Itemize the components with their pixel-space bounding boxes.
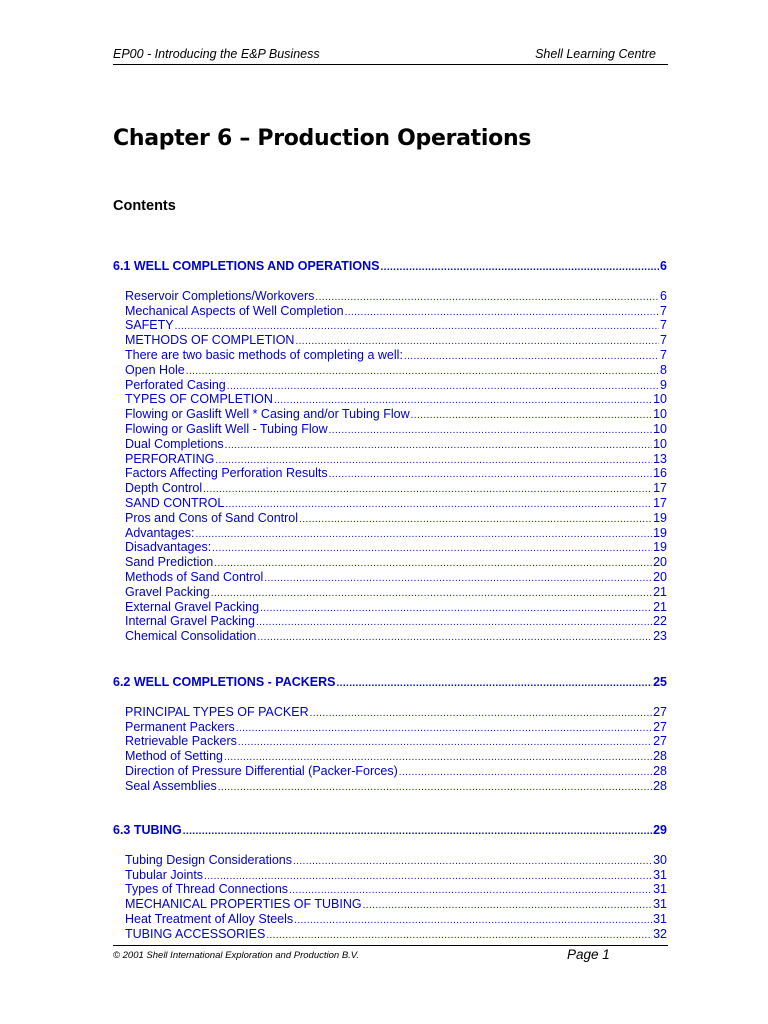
toc-page-number: 19 [653, 510, 667, 525]
toc-page-number: 22 [653, 614, 667, 629]
toc-page-number: 9 [660, 377, 667, 392]
toc-entry[interactable] [113, 720, 667, 735]
toc-entry-label: Depth Control [125, 481, 203, 496]
toc-entry-label: Mechanical Aspects of Well Completion [125, 303, 344, 318]
header-organization: Shell Learning Centre [535, 47, 656, 61]
toc-entry-label: Perforated Casing [125, 377, 226, 392]
toc-entry-label: Seal Assemblies [125, 778, 217, 793]
toc-entry[interactable] [113, 570, 667, 585]
toc-page-number: 25 [653, 675, 667, 689]
header-course-title: EP00 - Introducing the E&P Business [113, 47, 320, 61]
toc-page-number: 20 [653, 555, 667, 570]
toc-leader-dots [211, 587, 652, 602]
toc-entry-label: TYPES OF COMPLETION [125, 392, 273, 407]
toc-entry-label: Gravel Packing [125, 584, 210, 599]
toc-page-number: 31 [653, 882, 667, 897]
toc-page-number: 19 [653, 540, 667, 555]
toc-entry-label: Sand Prediction [125, 555, 214, 570]
page-footer [113, 945, 668, 974]
toc-entry-label: SAFETY [125, 318, 174, 333]
toc-entry-label: There are two basic methods of completing a well: [125, 347, 403, 362]
toc-page-number: 27 [653, 734, 667, 749]
toc-entry-label: Tubing Design Considerations [125, 852, 292, 867]
toc-leader-dots [257, 631, 652, 646]
toc-page-number: 27 [653, 704, 667, 719]
toc-page-number: 28 [653, 749, 667, 764]
toc-entry[interactable] [113, 511, 667, 526]
toc-entry-label: TUBING ACCESSORIES [125, 926, 266, 941]
toc-page-number: 23 [653, 629, 667, 644]
toc-entry-label: Disadvantages: [125, 540, 212, 555]
toc-leader-dots [227, 380, 659, 395]
toc-section-heading[interactable] [113, 675, 667, 690]
toc-entry[interactable] [113, 481, 667, 496]
toc-entry[interactable] [113, 304, 667, 319]
toc-entry[interactable] [113, 422, 667, 437]
toc-page-number: 17 [653, 481, 667, 496]
toc-entry-label: Heat Treatment of Alloy Steels [125, 911, 294, 926]
toc-page-number: 20 [653, 569, 667, 584]
toc-entry[interactable] [113, 882, 667, 897]
toc-entry[interactable] [113, 318, 667, 333]
toc-entry-label: Flowing or Gaslift Well - Tubing Flow [125, 421, 328, 436]
toc-entry[interactable] [113, 407, 667, 422]
toc-page-number: 19 [653, 525, 667, 540]
toc-section-heading[interactable] [113, 823, 667, 838]
toc-entry[interactable] [113, 437, 667, 452]
toc-entry[interactable] [113, 289, 667, 304]
toc-leader-dots [183, 825, 652, 840]
toc-entry-label: Chemical Consolidation [125, 629, 257, 644]
toc-entry-label: Reservoir Completions/Workovers [125, 288, 315, 303]
footer-copyright: © 2001 Shell International Exploration and Production B.V. [113, 950, 360, 961]
toc-leader-dots [196, 528, 653, 543]
toc-entry-label: MECHANICAL PROPERTIES OF TUBING [125, 897, 362, 912]
toc-entry[interactable] [113, 348, 667, 363]
toc-leader-dots [266, 929, 652, 944]
toc-page-number: 7 [660, 303, 667, 318]
toc-leader-dots [225, 439, 652, 454]
toc-leader-dots [293, 855, 652, 870]
toc-entry-label: Permanent Packers [125, 719, 235, 734]
toc-leader-dots [380, 261, 659, 276]
toc-page-number: 32 [653, 926, 667, 941]
toc-entry-label: Flowing or Gaslift Well * Casing and/or Tubing Flow [125, 407, 410, 422]
toc-entry-label: Internal Gravel Packing [125, 614, 255, 629]
toc-page-number: 30 [653, 852, 667, 867]
toc-section-title: 6.1 WELL COMPLETIONS AND OPERATIONS [113, 259, 380, 273]
toc-leader-dots [299, 513, 652, 528]
toc-section-title: 6.2 WELL COMPLETIONS - PACKERS [113, 675, 336, 689]
toc-page-number: 10 [653, 407, 667, 422]
toc-section-title: 6.3 TUBING [113, 823, 182, 837]
toc-entry[interactable] [113, 853, 667, 868]
toc-page-number: 21 [653, 584, 667, 599]
toc-page-number: 10 [653, 421, 667, 436]
toc-entry[interactable] [113, 629, 667, 644]
toc-page-number: 16 [653, 466, 667, 481]
toc-page-number: 17 [653, 495, 667, 510]
toc-entry-label: Tubular Joints [125, 867, 204, 882]
toc-page-number: 8 [660, 362, 667, 377]
footer-page-number: Page 1 [567, 947, 610, 962]
toc-page-number: 10 [653, 436, 667, 451]
toc-entry[interactable] [113, 378, 667, 393]
toc-entry-label: PRINCIPAL TYPES OF PACKER [125, 704, 309, 719]
toc-leader-dots [411, 409, 652, 424]
toc-section-6-2 [113, 675, 667, 794]
contents-heading: Contents [113, 198, 176, 214]
toc-entry[interactable] [113, 734, 667, 749]
toc-page-number: 10 [653, 392, 667, 407]
toc-page-number: 21 [653, 599, 667, 614]
toc-section-heading[interactable] [113, 259, 667, 274]
toc-entry[interactable] [113, 764, 667, 779]
toc-leader-dots [336, 677, 652, 692]
toc-leader-dots [329, 468, 652, 483]
toc-entry-label: Pros and Cons of Sand Control [125, 510, 299, 525]
toc-leader-dots [236, 722, 652, 737]
toc-entry[interactable] [113, 600, 667, 615]
toc-page-number: 31 [653, 911, 667, 926]
toc-entry[interactable] [113, 705, 667, 720]
toc-entry-label: SAND CONTROL [125, 495, 225, 510]
toc-entry-label: Retrievable Packers [125, 734, 237, 749]
toc-entry[interactable] [113, 749, 667, 764]
toc-page-number: 6 [660, 259, 667, 273]
toc-leader-dots [260, 602, 652, 617]
toc-leader-dots [363, 899, 652, 914]
toc-entry[interactable] [113, 363, 667, 378]
toc-page-number: 13 [653, 451, 667, 466]
toc-page-number: 31 [653, 867, 667, 882]
toc-entry[interactable] [113, 927, 667, 942]
toc-leader-dots [310, 707, 652, 722]
toc-leader-dots [214, 557, 652, 572]
toc-entry[interactable] [113, 452, 667, 467]
toc-leader-dots [203, 483, 652, 498]
toc-entry[interactable] [113, 392, 667, 407]
toc-entry[interactable] [113, 466, 667, 481]
toc-entry-label: Advantages: [125, 525, 195, 540]
toc-entry[interactable] [113, 540, 667, 555]
toc-entry[interactable] [113, 897, 667, 912]
toc-page-number: 6 [660, 288, 667, 303]
toc-entry-label: Factors Affecting Perforation Results [125, 466, 328, 481]
toc-leader-dots [256, 616, 652, 631]
toc-leader-dots [404, 350, 659, 365]
toc-entry-label: Methods of Sand Control [125, 569, 264, 584]
chapter-title: Chapter 6 – Production Operations [113, 126, 532, 151]
toc-entry[interactable] [113, 614, 667, 629]
toc-entry-label: Open Hole [125, 362, 185, 377]
toc-section-6-3 [113, 823, 667, 942]
toc-entry[interactable] [113, 868, 667, 883]
toc-entry-label: PERFORATING [125, 451, 215, 466]
toc-entry[interactable] [113, 496, 667, 511]
toc-entry[interactable] [113, 585, 667, 600]
toc-leader-dots [345, 306, 659, 321]
toc-entry-label: Dual Completions [125, 436, 224, 451]
toc-page-number: 29 [653, 823, 667, 837]
toc-leader-dots [399, 766, 652, 781]
toc-leader-dots [212, 542, 652, 557]
toc-entry-label: External Gravel Packing [125, 599, 260, 614]
toc-entry[interactable] [113, 526, 667, 541]
toc-leader-dots [186, 365, 659, 380]
toc-entry-label: Types of Thread Connections [125, 882, 289, 897]
toc-page-number: 31 [653, 897, 667, 912]
toc-leader-dots [294, 914, 652, 929]
toc-entry-label: METHODS OF COMPLETION [125, 333, 295, 348]
toc-leader-dots [218, 781, 652, 796]
toc-section-6-1 [113, 259, 667, 644]
toc-page-number: 7 [660, 347, 667, 362]
toc-entry[interactable] [113, 333, 667, 348]
toc-entry-label: Direction of Pressure Differential (Packer-Forces) [125, 763, 398, 778]
toc-leader-dots [315, 291, 659, 306]
toc-page-number: 28 [653, 763, 667, 778]
toc-entry-label: Method of Setting [125, 749, 223, 764]
toc-page-number: 28 [653, 778, 667, 793]
toc-page-number: 27 [653, 719, 667, 734]
toc-leader-dots [238, 736, 652, 751]
toc-leader-dots [264, 572, 652, 587]
page-header [113, 44, 668, 65]
toc-page-number: 7 [660, 333, 667, 348]
toc-leader-dots [329, 424, 652, 439]
toc-entry[interactable] [113, 555, 667, 570]
toc-entry[interactable] [113, 779, 667, 794]
toc-entry[interactable] [113, 912, 667, 927]
toc-page-number: 7 [660, 318, 667, 333]
